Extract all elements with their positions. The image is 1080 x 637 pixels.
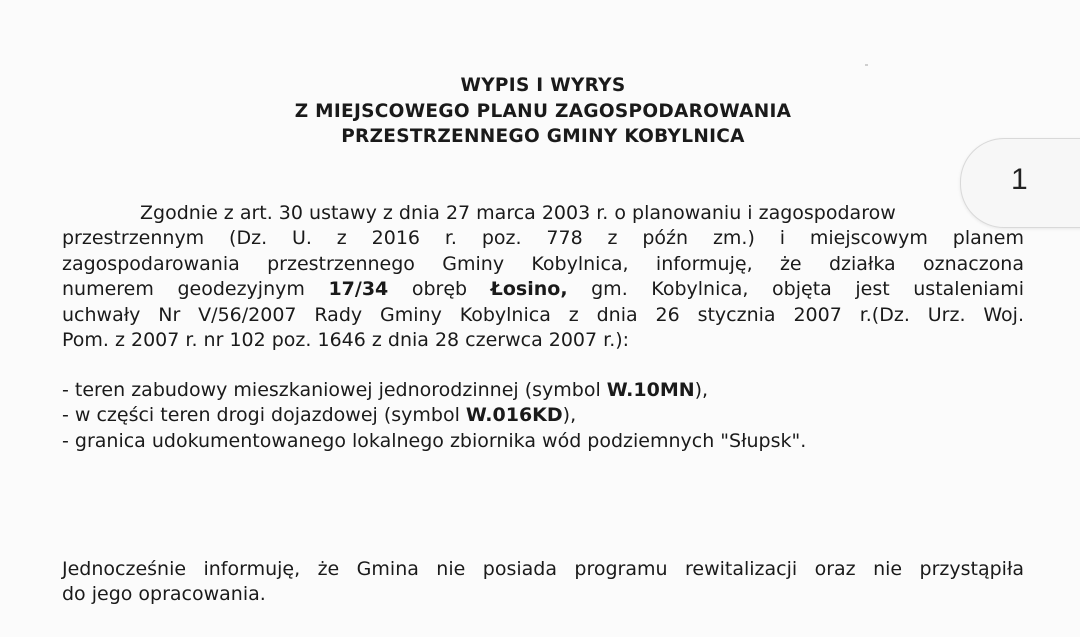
list-item [62, 403, 806, 428]
main-paragraph [62, 201, 1024, 353]
list-item-text: - teren zabudowy mieszkaniowej jednorodzinnej (symbol [62, 379, 607, 401]
paragraph-line [62, 277, 1024, 302]
page-number: 1 [1011, 163, 1028, 196]
list-item-text: ), [562, 404, 577, 427]
text-fragment: gm. Kobylnica, objęta jest ustaleniami [567, 278, 1025, 301]
precinct-name: Łosino, [490, 278, 568, 301]
parcel-number: 17/34 [328, 278, 389, 301]
zoning-list [62, 378, 806, 454]
paragraph-line: Zgodnie z art. 30 ustawy z dnia 27 marca 2003 r. o planowaniu i zagospodarow [140, 202, 896, 224]
list-item [62, 378, 806, 403]
zoning-symbol: W.10MN [606, 379, 695, 401]
document-title-line-2: Z MIEJSCOWEGO PLANU ZAGOSPODAROWANIA [294, 101, 792, 122]
paragraph-line: uchwały Nr V/56/2007 Rady Gminy Kobylnica z dnia 26 stycznia 2007 r.(Dz. Urz. Woj. [62, 303, 1024, 326]
list-item-text: - w części teren drogi dojazdowej (symbol [62, 404, 466, 427]
paragraph-line: Pom. z 2007 r. nr 102 poz. 1646 z dnia 28 czerwca 2007 r.): [62, 328, 630, 351]
text-fragment: numerem geodezyjnym [62, 278, 329, 301]
paragraph-line: przestrzennym (Dz. U. z 2016 r. poz. 778 z późn zm.) i miejscowym planem [62, 227, 1024, 250]
list-item: - granica udokumentowanego lokalnego zbiornika wód podziemnych "Słupsk". [62, 429, 807, 452]
closing-paragraph [62, 557, 1024, 608]
page-number-badge[interactable] [960, 138, 1080, 228]
scan-speck [865, 64, 868, 66]
document-title-line-3: PRZESTRZENNEGO GMINY KOBYLNICA [341, 126, 745, 147]
text-fragment: obręb [388, 278, 491, 301]
document-title-line-1: WYPIS I WYRYS [460, 75, 626, 96]
paragraph-line: Jednocześnie informuję, że Gmina nie posiada programu rewitalizacji oraz nie przystąpiła [62, 558, 1024, 580]
list-item-text: ), [694, 379, 709, 401]
zoning-symbol: W.016KD [465, 404, 563, 427]
paragraph-line: do jego opracowania. [62, 583, 266, 606]
paragraph-line: zagospodarowania przestrzennego Gminy Kobylnica, informuję, że działka oznaczona [62, 252, 1024, 275]
